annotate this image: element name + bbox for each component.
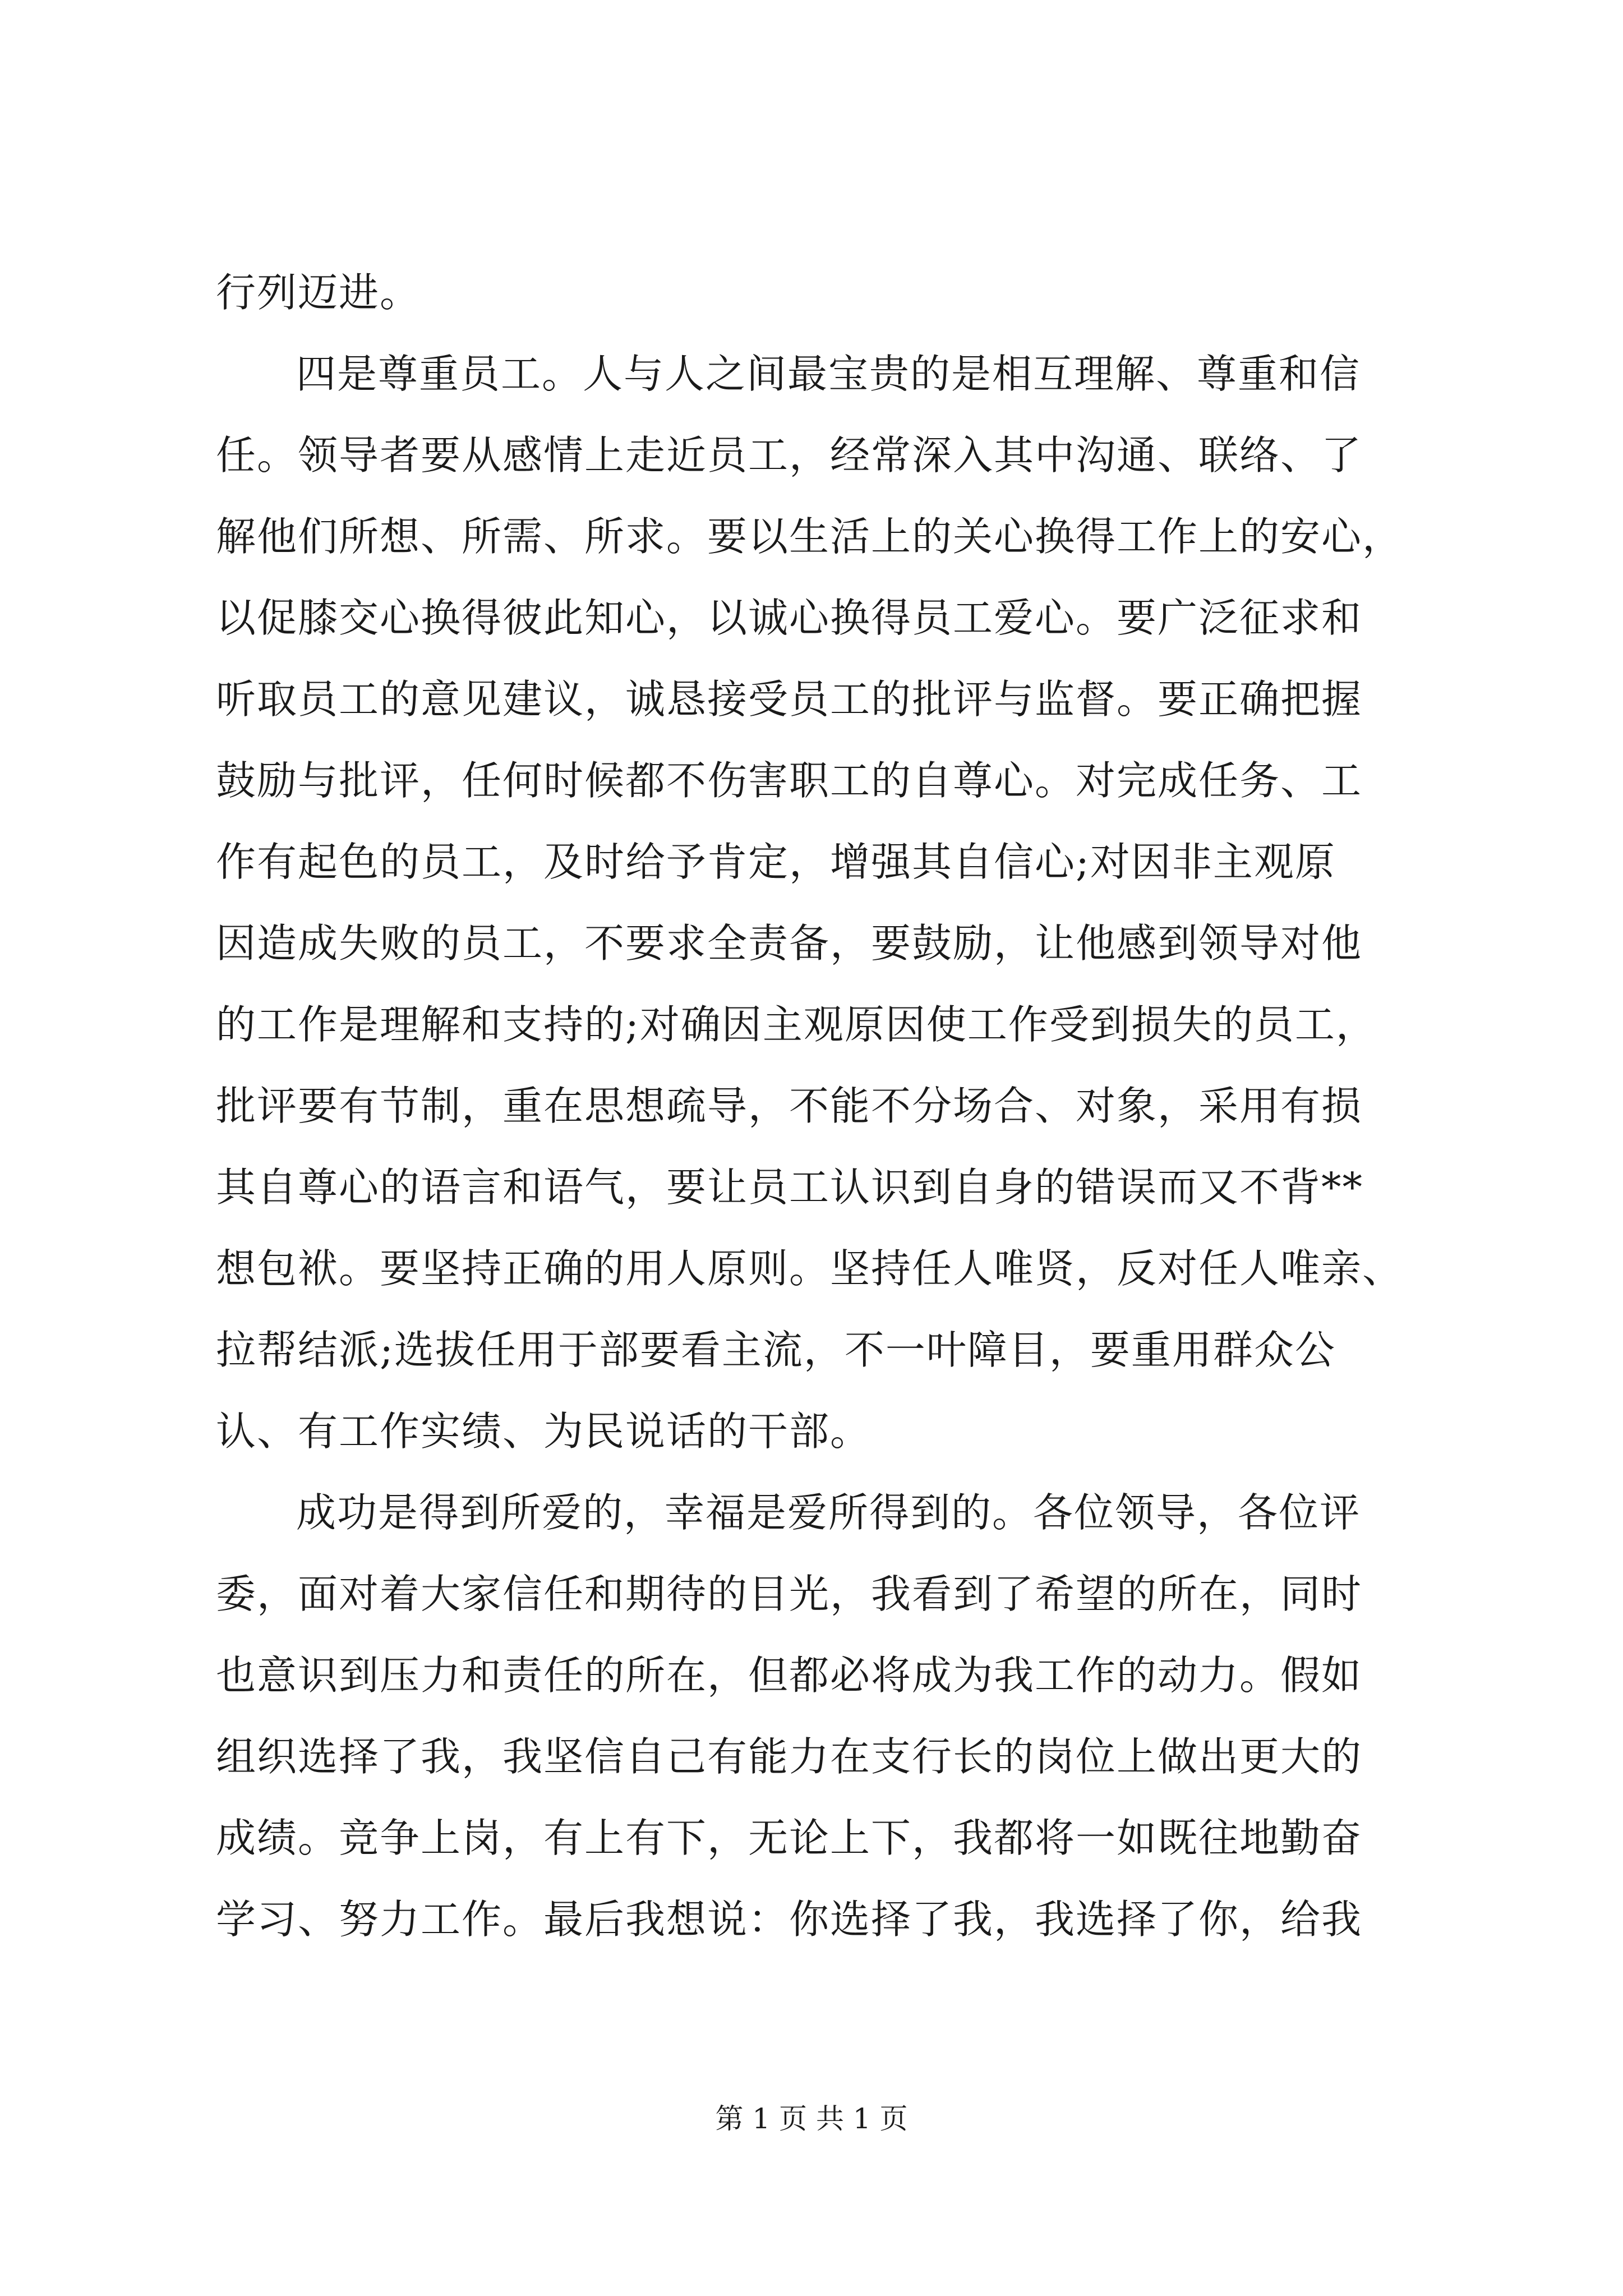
text-line: 鼓励与批评，任何时候都不伤害职工的自尊心。对完成任务、工 [216,757,1363,804]
text-line: 行列迈进。 [216,269,421,316]
text-line: 听取员工的意见建议，诚恳接受员工的批评与监督。要正确把握 [216,676,1363,723]
text-line: 组织选择了我，我坚信自己有能力在支行长的岗位上做出更大的 [216,1733,1363,1780]
text-line: 任。领导者要从感情上走近员工，经常深入其中沟通、联络、了 [216,432,1363,478]
text-line: 作有起色的员工，及时给予肯定，增强其自信心;对因非主观原 [216,839,1336,885]
text-line: 成功是得到所爱的，幸福是爱所得到的。各位领导，各位评 [296,1489,1361,1536]
text-line: 也意识到压力和责任的所在，但都必将成为我工作的动力。假如 [216,1652,1363,1699]
text-line: 批评要有节制，重在思想疏导，不能不分场合、对象，采用有损 [216,1083,1363,1129]
text-line: 因造成失败的员工，不要求全责备，要鼓励，让他感到领导对他 [216,920,1363,967]
text-line: 解他们所想、所需、所求。要以生活上的关心换得工作上的安心， [216,513,1404,560]
text-line: 委，面对着大家信任和期待的目光，我看到了希望的所在，同时 [216,1571,1363,1617]
text-line: 想包袱。要坚持正确的用人原则。坚持任人唯贤，反对任人唯亲、 [216,1245,1404,1292]
text-line: 其自尊心的语言和语气，要让员工认识到自身的错误而又不背** [216,1164,1364,1211]
text-line: 拉帮结派;选拔任用于部要看主流，不一叶障目，要重用群众公 [216,1327,1336,1373]
text-line: 的工作是理解和支持的;对确因主观原因使工作受到损失的员工， [216,1001,1377,1048]
text-line: 以促膝交心换得彼此知心，以诚心换得员工爱心。要广泛征求和 [216,595,1363,641]
page-number-footer: 第 1 页 共 1 页 [715,2102,908,2135]
text-line: 四是尊重员工。人与人之间最宝贵的是相互理解、尊重和信 [296,351,1361,397]
text-line: 学习、努力工作。最后我想说：你选择了我，我选择了你，给我 [216,1896,1363,1943]
text-line: 认、有工作实绩、为民说话的干部。 [216,1408,872,1455]
text-line: 成绩。竞争上岗，有上有下，无论上下，我都将一如既往地勤奋 [216,1815,1363,1861]
